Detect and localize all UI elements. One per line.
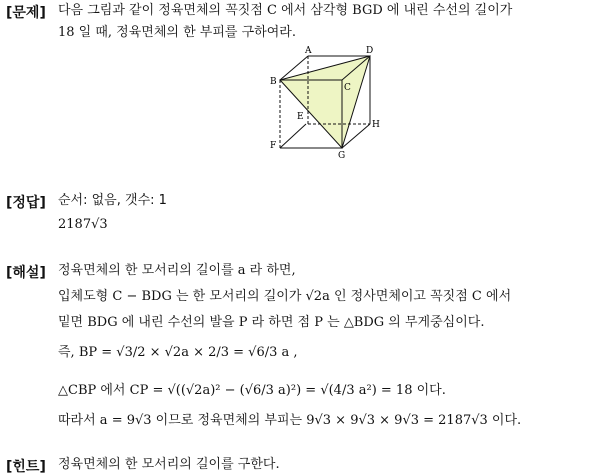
vertex-a: A [305, 46, 312, 56]
solution-line-2: 입체도형 C − BDG 는 한 모서리의 길이가 √2a 인 정사면체이고 꼭짓점 C 에서 [58, 289, 512, 304]
problem-label: [문제] [6, 5, 46, 21]
solution-line-6: 따라서 a = 9√3 이므로 정육면체의 부피는 9√3 × 9√3 × 9√3 = 2187√3 이다. [58, 413, 522, 428]
triangle-bgd [280, 56, 370, 148]
solution-line-1: 정육면체의 한 모서리의 길이를 a 라 하면, [58, 263, 296, 278]
solution-line-5: △CBP 에서 CP = √((√2a)² − (√6/3 a)²) = √(4/3 a²) = 18 이다. [58, 383, 446, 398]
vertex-h: H [372, 120, 380, 130]
solution-line-4: 즉, BP = √3/2 × √2a × 2/3 = √6/3 a , [58, 345, 298, 360]
problem-line-2: 18 일 때, 정육면체의 한 부피를 구하여라. [58, 25, 296, 40]
problem-line-1: 다음 그림과 같이 정육면체의 꼭짓점 C 에서 삼각형 BGD 에 내린 수선의 길이가 [58, 3, 513, 18]
answer-value: 2187√3 [58, 217, 108, 232]
cube-figure [266, 44, 386, 160]
solution-line-3: 밑면 BDG 에 내린 수선의 발을 P 라 하면 점 P 는 △BDG 의 무게중심이다. [58, 315, 485, 330]
answer-label: [정답] [6, 195, 46, 211]
vertex-b: B [270, 77, 277, 87]
solution-label: [해설] [6, 265, 46, 281]
edge-fe [280, 124, 306, 148]
vertex-d: D [366, 46, 374, 56]
hint-label: [힌트] [6, 459, 46, 475]
vertex-g: G [338, 151, 346, 160]
vertex-c: C [344, 83, 351, 93]
answer-meta: 순서: 없음, 갯수: 1 [58, 193, 167, 208]
vertex-e: E [297, 112, 304, 122]
hint-text: 정육면체의 한 모서리의 길이를 구한다. [58, 457, 280, 472]
vertex-f: F [270, 141, 277, 151]
